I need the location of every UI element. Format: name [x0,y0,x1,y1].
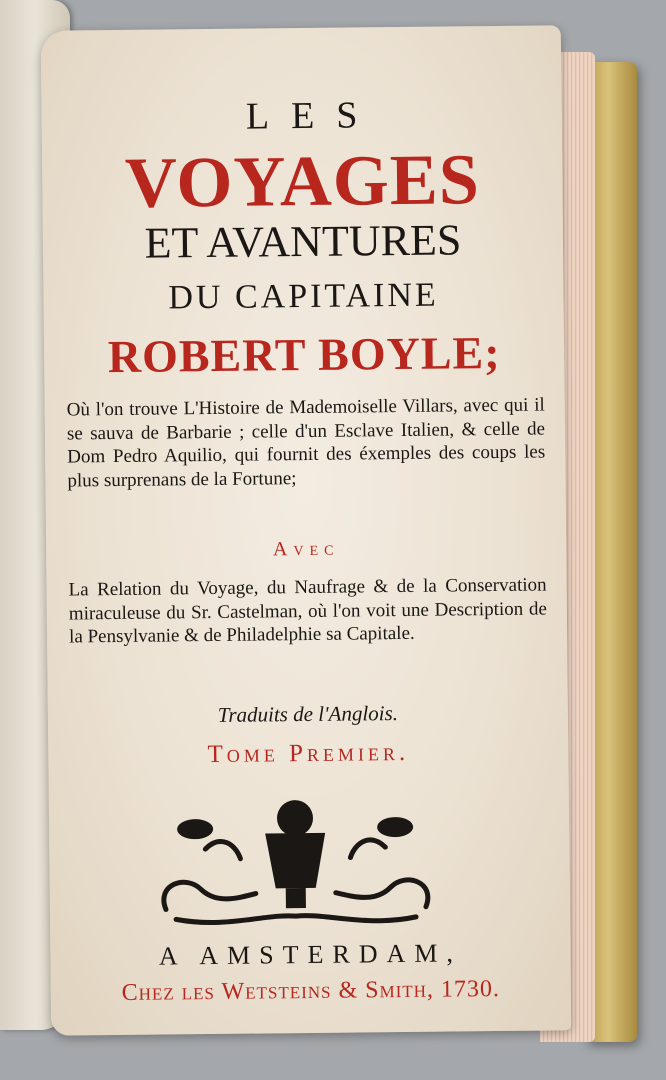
title-et-avantures: ET AVANTURES [144,215,462,268]
volume-label: Tome Premier. [207,738,410,769]
translation-note: Traduits de l'Anglois. [217,701,399,727]
printers-ornament-icon [145,787,447,940]
title-les: LES [245,94,380,138]
title-robert-boyle: ROBERT BOYLE; [107,326,501,383]
title-du-capitaine: DU CAPITAINE [168,276,439,317]
title-voyages: VOYAGES [124,139,481,223]
avec-heading: Avec [272,537,340,561]
imprint-publisher-date: Chez les Wetsteins & Smith, 1730. [121,975,501,1006]
title-page [41,25,571,1035]
imprint-place: A AMSTERDAM, [158,938,463,971]
subtitle-paragraph: Où l'on trouve L'Histoire de Mademoiselle Villars, avec qui il se sauva de Barbarie ; celle d'un Esclave Italien, & celle de Dom Pedro Aquilio, qui fournit des éxemples des coups les plus surprenans de la Fortune; [66,394,546,491]
relation-paragraph: La Relation du Voyage, du Naufrage & de la Conservation miraculeuse du Sr. Castelman, où l'on voit une Description de la Pensylvanie & de Philadelphie sa Capitale. [68,574,547,648]
